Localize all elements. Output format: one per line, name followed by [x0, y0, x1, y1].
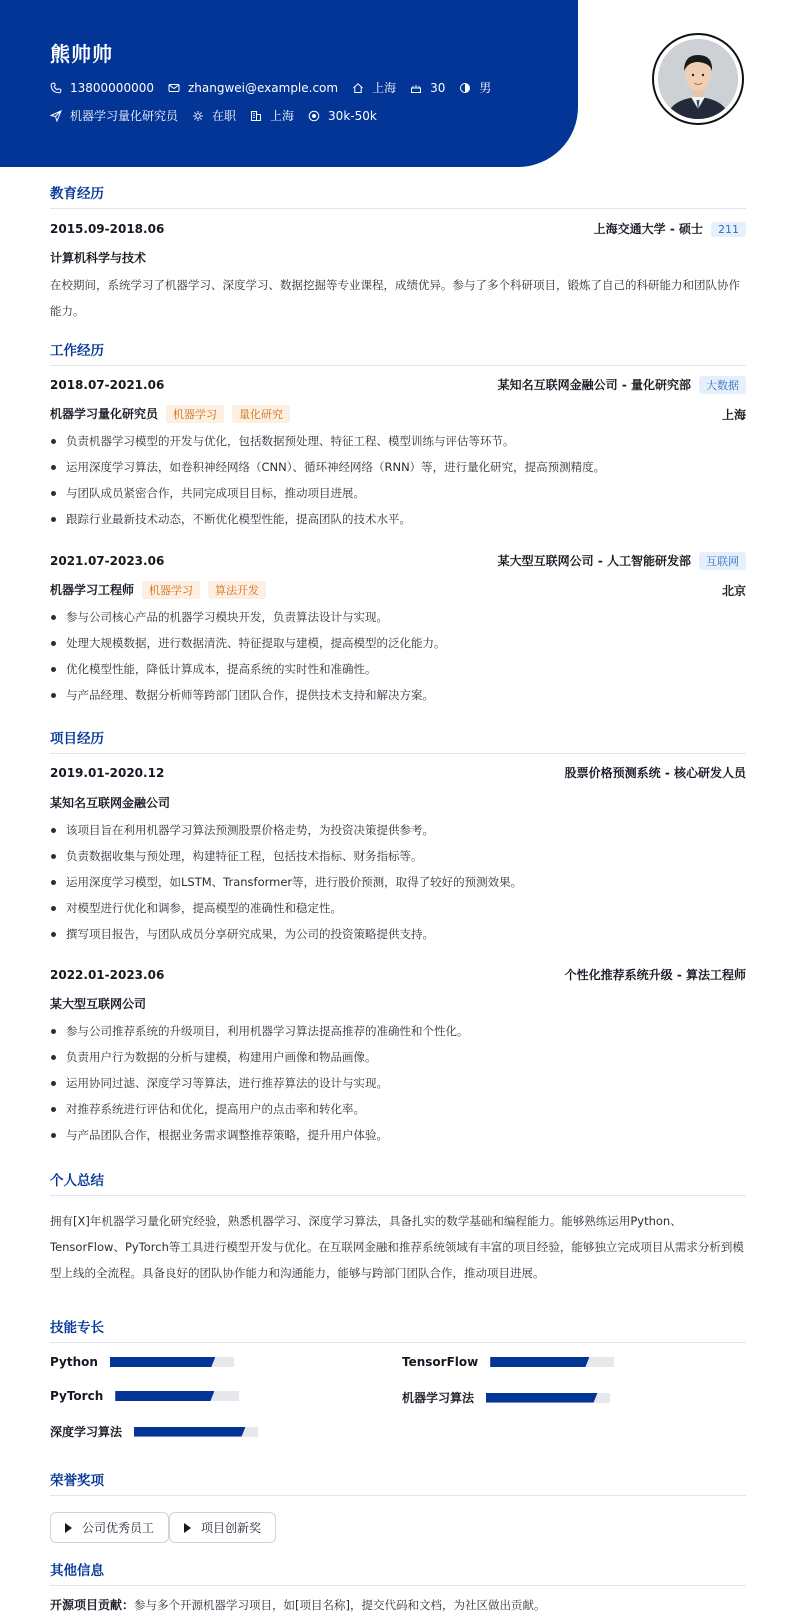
skill-tag: 算法开发 [208, 581, 266, 599]
list-item: 与产品经理、数据分析师等跨部门团队合作，提供技术支持和解决方案。 [50, 682, 746, 708]
section-title-work: 工作经历 [50, 339, 746, 366]
send-icon [50, 110, 62, 122]
list-item: 运用深度学习模型，如LSTM、Transformer等，进行股价预测，取得了较好的预测效果。 [50, 869, 746, 895]
education-major-row [50, 249, 746, 266]
work-company [498, 552, 746, 570]
work-date: 2021.07-2023.06 [50, 554, 165, 568]
list-item: 负责数据收集与预处理，构建特征工程，包括技术指标、财务指标等。 [50, 843, 746, 869]
work-bullets-2 [50, 604, 746, 708]
status-icon [192, 110, 204, 122]
list-item: 负责用户行为数据的分析与建模，构建用户画像和物品画像。 [50, 1044, 746, 1070]
section-title-summary: 个人总结 [50, 1169, 746, 1196]
position-item [50, 107, 178, 124]
avatar-photo [658, 39, 738, 119]
avatar [652, 33, 744, 125]
section-title-skills: 技能专长 [50, 1316, 746, 1343]
industry-badge: 大数据 [699, 376, 746, 394]
education-major: 计算机科学与技术 [50, 251, 147, 265]
age-text: 30 [430, 80, 446, 95]
email-item [168, 81, 338, 95]
work-title-row-2 [50, 581, 746, 599]
list-item: 参与公司推荐系统的升级项目，利用机器学习算法提高推荐的准确性和个性化。 [50, 1018, 746, 1044]
project-company-row-1 [50, 794, 746, 811]
email-text: zhangwei@example.com [187, 80, 339, 95]
list-item: 优化模型性能，降低计算成本，提高系统的实时性和准确性。 [50, 656, 746, 682]
skill-bar-fill [490, 1357, 589, 1367]
skill-tensorflow [402, 1355, 614, 1369]
gender-item [459, 79, 491, 96]
salary-icon [308, 110, 320, 122]
skill-name: 深度学习算法 [50, 1425, 123, 1439]
gender-icon [459, 82, 471, 94]
list-item: 处理大规模数据，进行数据清洗、特征提取与建模，提高模型的泛化能力。 [50, 630, 746, 656]
school-badge: 211 [711, 222, 746, 237]
skill-bar-fill [486, 1393, 598, 1403]
skill-bar [490, 1357, 614, 1367]
project-name: 股票价格预测系统 - 核心研发人员 [564, 766, 746, 780]
resume-header [0, 0, 578, 167]
position-text: 机器学习量化研究员 [70, 109, 179, 123]
skill-pytorch [50, 1389, 239, 1403]
skill-tag: 机器学习 [142, 581, 200, 599]
project-bullets-1 [50, 817, 746, 947]
work-location: 上海 [721, 407, 746, 422]
list-item: 撰写项目报告，与团队成员分享研究成果，为公司的投资策略提供支持。 [50, 921, 746, 947]
project-bullets-2 [50, 1018, 746, 1148]
list-item: 与产品团队合作，根据业务需求调整推荐策略，提升用户体验。 [50, 1122, 746, 1148]
honor-item[interactable] [169, 1512, 276, 1543]
project-company-row-2 [50, 995, 746, 1012]
gender-text: 男 [479, 81, 492, 95]
list-item: 跟踪行业最新技术动态，不断优化模型性能，提高团队的技术水平。 [50, 506, 746, 532]
industry-badge: 互联网 [699, 552, 746, 570]
skill-tag: 机器学习 [166, 405, 224, 423]
honor-item[interactable] [50, 1512, 169, 1543]
work-location: 北京 [721, 583, 746, 598]
project-header-1 [50, 764, 746, 781]
target-city-item [250, 107, 294, 124]
phone-icon [50, 82, 62, 94]
salary-item [308, 109, 377, 123]
other-info-row [50, 1596, 746, 1613]
work-company [498, 376, 746, 394]
skill-ml-algorithms [402, 1389, 610, 1406]
education-school [594, 220, 746, 237]
job-title: 机器学习工程师 [50, 583, 135, 597]
company-name: 某大型互联网公司 - 人工智能研发部 [497, 554, 691, 568]
work-bullets-1 [50, 428, 746, 532]
skill-dl-algorithms [50, 1423, 258, 1440]
work-date: 2018.07-2021.06 [50, 378, 165, 392]
building-icon [250, 110, 262, 122]
contact-row [50, 79, 505, 96]
target-city-text: 上海 [270, 109, 295, 123]
other-label: 开源项目贡献： [50, 1598, 135, 1612]
section-title-projects: 项目经历 [50, 727, 746, 754]
summary-text: 拥有[X]年机器学习量化研究经验，熟悉机器学习、深度学习算法，具备扎实的数学基础和编程能力。能够熟练运用Python、TensorFlow、PyTorch等工具进行模型开发与优化。在互联网金融和推荐系统领域有丰富的项目经验，能够独立完成项目从需求分析到模型上线的全流程。具备良好的团队协作能力和沟通能力，能够与跨部门团队合作，推动项目进展。 [50, 1214, 744, 1280]
skill-bar [110, 1357, 234, 1367]
salary-text: 30k-50k [328, 108, 377, 123]
project-name: 个性化推荐系统升级 - 算法工程师 [564, 968, 746, 982]
list-item: 对模型进行优化和调参，提高模型的准确性和稳定性。 [50, 895, 746, 921]
phone-item [50, 81, 154, 95]
play-icon [184, 1523, 191, 1533]
education-date: 2015.09-2018.06 [50, 221, 165, 236]
section-title-honors: 荣誉奖项 [50, 1469, 746, 1496]
section-title-education: 教育经历 [50, 182, 746, 209]
project-date: 2022.01-2023.06 [50, 967, 165, 982]
list-item: 负责机器学习模型的开发与优化，包括数据预处理、特征工程、模型训练与评估等环节。 [50, 428, 746, 454]
honor-label: 公司优秀员工 [82, 1521, 155, 1535]
mail-icon [168, 82, 180, 94]
work-header-1 [50, 376, 746, 394]
job-intent-row [50, 107, 391, 124]
city-item [352, 79, 396, 96]
city-text: 上海 [372, 81, 397, 95]
job-title: 机器学习量化研究员 [50, 407, 159, 421]
project-date: 2019.01-2020.12 [50, 765, 165, 780]
education-description: 在校期间，系统学习了机器学习、深度学习、数据挖掘等专业课程，成绩优异。参与了多个科研项目，锻炼了自己的科研能力和团队协作能力。 [50, 278, 740, 318]
skill-name: TensorFlow [402, 1355, 479, 1369]
skill-bar-fill [110, 1357, 215, 1367]
skill-name: 机器学习算法 [402, 1391, 475, 1405]
work-header-2 [50, 552, 746, 570]
project-header-2 [50, 966, 746, 983]
list-item: 运用协同过滤、深度学习等算法，进行推荐算法的设计与实现。 [50, 1070, 746, 1096]
section-title-other: 其他信息 [50, 1559, 746, 1586]
list-item: 对推荐系统进行评估和优化，提高用户的点击率和转化率。 [50, 1096, 746, 1122]
skill-bar-fill [134, 1427, 246, 1437]
skill-name: Python [50, 1355, 98, 1369]
list-item: 该项目旨在利用机器学习算法预测股票价格走势，为投资决策提供参考。 [50, 817, 746, 843]
age-icon [410, 82, 422, 94]
work-title [50, 405, 290, 423]
company-name: 某知名互联网金融公司 - 量化研究部 [497, 378, 691, 392]
skill-name: PyTorch [50, 1389, 104, 1403]
project-company: 某知名互联网金融公司 [50, 796, 171, 810]
list-item: 与团队成员紧密合作，共同完成项目目标，推动项目进展。 [50, 480, 746, 506]
skill-bar [134, 1427, 258, 1437]
work-title [50, 581, 266, 599]
candidate-name: 熊帅帅 [50, 42, 113, 66]
status-item [192, 107, 236, 124]
skill-bar [486, 1393, 610, 1403]
work-title-row-1 [50, 405, 746, 423]
school-name: 上海交通大学 - 硕士 [593, 222, 703, 236]
skill-bar [115, 1391, 239, 1401]
home-icon [352, 82, 364, 94]
age-item [410, 81, 445, 95]
project-company: 某大型互联网公司 [50, 997, 147, 1011]
skill-tag: 量化研究 [232, 405, 290, 423]
education-header [50, 220, 746, 237]
honor-label: 项目创新奖 [201, 1521, 262, 1535]
list-item: 运用深度学习算法，如卷积神经网络（CNN）、循环神经网络（RNN）等，进行量化研究，提高预测精度。 [50, 454, 746, 480]
skill-bar-fill [115, 1391, 214, 1401]
list-item: 参与公司核心产品的机器学习模块开发，负责算法设计与实现。 [50, 604, 746, 630]
play-icon [65, 1523, 72, 1533]
other-text: 参与多个开源机器学习项目，如[项目名称]，提交代码和文档，为社区做出贡献。 [134, 1597, 546, 1612]
phone-text: 13800000000 [70, 80, 154, 95]
status-text: 在职 [212, 109, 237, 123]
skill-python [50, 1355, 234, 1369]
